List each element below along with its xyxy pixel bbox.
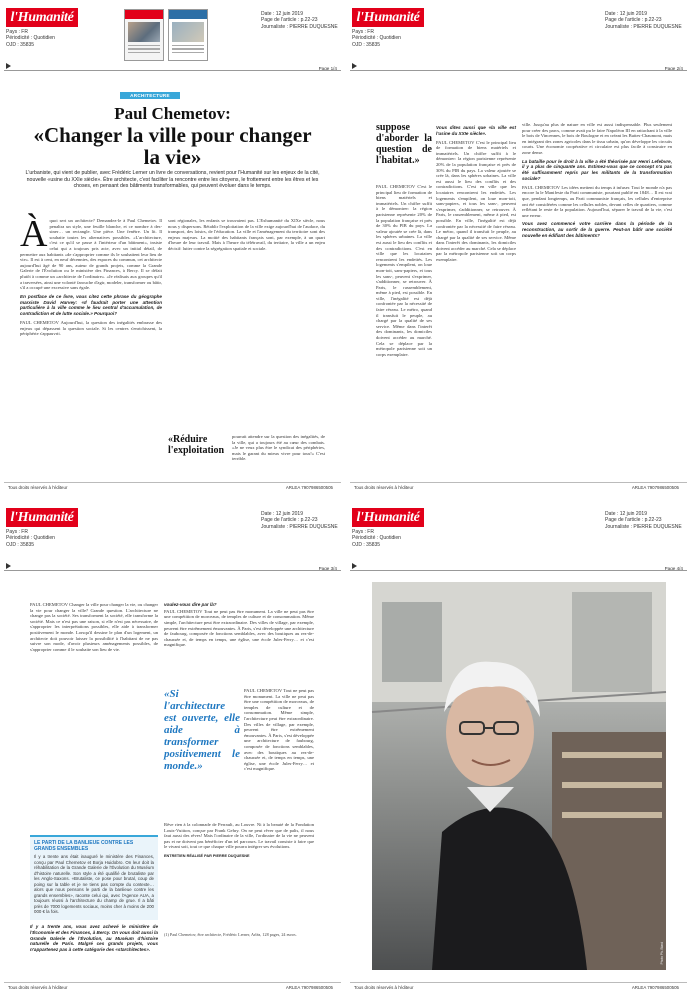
meta-right	[261, 511, 338, 530]
page-4	[350, 504, 687, 996]
meta-page: Page de l'article : p.22-23	[261, 517, 318, 524]
meta-periodicite: Périodicité : Quotidien	[352, 35, 401, 42]
footnote-text: (1) Paul Chemetov, être architecte, Frédéric Lerner, Arléa, 128 pages, 24 euros.	[164, 932, 297, 937]
pullquote: «Réduire l'exploitation	[168, 434, 225, 456]
headline-line2: «Changer la ville pour changer la vie»	[33, 123, 312, 169]
arrow-icon	[6, 63, 11, 69]
column-3	[232, 434, 325, 474]
signature: ENTRETIEN RÉALISÉ PAR PIERRE DUQUESNE	[164, 853, 250, 858]
page-2	[350, 4, 687, 496]
page-count: Page 4/4	[664, 566, 683, 571]
masthead-logo: l'Humanité	[352, 508, 424, 527]
footer-rights: Tous droits réservés à l'éditeur	[354, 985, 414, 990]
meta-journaliste: Journaliste : PIERRE DUQUESNE	[261, 23, 338, 30]
body-text: Rêve rien à la colonnade de Perrault, au Louvre. Ni à la beauté de la Fondation Louis-Vuitton, conçue par Frank Gehry. On ne peut rêver que de palis, il nous faut aussi des rêves! Mais l'ordinaire de la ville, l'ordinaire de la vie ne peuvent pas et ne doivent pas bénéficier d'un tel parcours. Le travail consiste à faire que le vivant soit, tout ce que chaque ville pourra intégrer ses évolutions.	[164, 822, 314, 850]
sidebar-box-text: Il y a trente ans était inauguré le ministère des Finances, conçu par Paul Chemetov et Borja Huidobro. On leur doit la réhabilitation de la Grande Galerie de l'Évolution du Muséum d'histoire naturelle. Son style a été qualifié de brutaliste par les Anglo-Saxons. «Brutaliste, ce pose pour brutal, coup de poing sur la table et je ne tiens pas compte du contexte… alors que nous pensons le parti de la banlieue contre les grands ensembles», raconte celui qui, avec l'Agence AUA, a toujours réussi à l'architecture du champ de grue. Il a bâti près de 7000 logements sociaux, moins cher à moins de 200 000 € la fois.	[34, 854, 154, 914]
page-count: Page 1/4	[318, 66, 337, 71]
dropcap: À	[20, 213, 48, 255]
meta-left	[6, 529, 55, 548]
body-text: ville. Jusqu'au plus de nature en ville est aussi indispensable. Plus seulement pour créer des parcs, comme avait pu le faire Napoléon III en rattachant à la ville le bois de Vincennes, le bois de Boulogne et en créant les Buttes-Chaumont, mais en intégrant des zones agricoles dans le tissu urbain, qu'on développe les circuits courts. Une économie coopérative et circulaire est plus facile à construire en zone dense.	[522, 122, 672, 155]
meta-journaliste: Journaliste : PIERRE DUQUESNE	[605, 23, 682, 30]
meta-periodicite: Périodicité : Quotidien	[6, 535, 55, 542]
footer-rights: Tous droits réservés à l'éditeur	[354, 485, 414, 490]
sidebar-box-title: LE PARTI DE LA BANLIEUE CONTRE LES GRANDS ENSEMBLES	[34, 840, 134, 852]
meta-date: Date : 12 juin 2019	[261, 11, 303, 17]
footer-code: ARLEA 7907986500505	[631, 985, 679, 990]
meta-date: Date : 12 juin 2019	[605, 11, 647, 17]
masthead-logo: l'Humanité	[6, 8, 78, 27]
footer-rights: Tous droits réservés à l'éditeur	[8, 485, 68, 490]
body-text: PAUL CHEMETOV Tout ne peut pas être monument. La ville ne peut pas être une compétition de morceaux, de temples de culture et de consommation. Même simple, l'architecture peut être extraordinaire. Des villes de village, par exemple, peuvent être extrêmement émouvantes. À Paris, s'est développée une architecture de faubourg, composée de fonctions semblables, avec des boutiques au rez-de-chaussée et, de temps en temps, une église, une école Jules-Ferry… et c'est magnifique.	[244, 688, 314, 772]
pullquote: suppose d'aborder la question de l'habitat.»	[376, 122, 432, 166]
headline-line1: Paul Chemetov:	[114, 104, 231, 123]
column-2	[164, 602, 314, 684]
meta-left	[352, 29, 401, 48]
meta-page: Page de l'article : p.22-23	[605, 517, 662, 524]
meta-ojd: OJD : 35835	[6, 41, 35, 48]
meta-right	[261, 11, 338, 30]
column-3	[164, 822, 314, 928]
meta-pays: Pays : FR	[352, 529, 374, 535]
meta-right	[605, 11, 682, 30]
meta-ojd: OJD : 35835	[6, 541, 35, 548]
divider	[4, 570, 341, 571]
question: Il y a trente ans, vous avez achevé le ministère de l'Économie et des Finances, à Bercy. On vous doit aussi la Grande Galerie de l'Évolution, au Muséum d'histoire naturelle de Paris. Malgré ces grands projets, vous n'appartenez pas à cette catégorie des «starchitectes».	[30, 924, 158, 953]
footer-code: ARLEA 7907986500505	[631, 485, 679, 490]
divider	[350, 982, 687, 983]
portrait-illustration	[372, 582, 666, 970]
question: Vous avez commencé votre carrière dans la période de la reconstruction, au sortir de la guerre. Peut-on bâtir une société nouvelle en édifiant des bâtiments?	[522, 221, 672, 238]
body-text: sont régionales, les enfants se trouvaient pas. L'Exhumanité du XIXe siècle, nous nous y dispersons. Rétablir l'exploitation de la ville exige aujourd'hui de l'audace, du transport, des loisirs, de l'éducation. La ville et l'aménagement du territoire sont des enjeux majeurs. La moitié des habitants français sont, par exemple, à un quart d'heure de leur travail. Mais à l'heure du télétravail, du tertiaire, la ville a un enjeu décisif: lutter contre la ségrégation spatiale et sociale.	[168, 218, 325, 251]
body-text: PAUL CHEMETOV Tout ne peut pas être monument. La ville ne peut pas être une compétition de morceaux, de temples de culture et de consommation. Même simple, l'architecture peut être extraordinaire. Des villes de village, par exemple, peuvent être extrêmement émouvantes. À Paris, s'est développée une architecture de faubourg, composée de fonctions semblables, avec des boutiques au rez-de-chaussée et, de temps en temps, une église, une école Jules-Ferry… et c'est magnifique.	[164, 608, 314, 648]
meta-pays: Pays : FR	[352, 29, 374, 35]
arrow-icon	[352, 63, 357, 69]
arrow-icon	[352, 563, 357, 569]
body-text: quoi sert un architecte? Demandez-le à Paul Chemetov. Il penaltra un style, une feuille blanche, et ce nombre à des-siner… un rectangle. Une pièce. Une fenêtre. Un lit. Il souhaite toutes les alternatives possibles. «L'architecture, c'est ce qu'il se passe à l'intérieur d'un bâtiment», insiste celui qui a toujours pris acte, avec un initial détail, de permettre aux habitants «de s'approprier comme ils le souhaitent leur lieu de vie». Il est à cent, en neuf décennies, des espaces du commun, cet architecte aujourd'hui âgé de 90 ans, auteur de grands projets, comme la Grande Galerie de l'Évolution ou le ministère des Finances, à Bercy. Il se défait plutôt à comme un «architecte de l'ordinaire». «Je réalisais aux groupes qu'il a traversées, ainsi une volonté farouche d'agir, modeler, transformer ou bâtir, s'il a occupé une excessive sans égale.	[20, 218, 162, 291]
thumbnail-inside-page	[168, 9, 208, 61]
meta-pays: Pays : FR	[6, 529, 28, 535]
meta-pays: Pays : FR	[6, 29, 28, 35]
pullquote: «Si l'architecture est ouverte, elle aide à transformer positivement le monde.»	[164, 688, 240, 772]
footer-rights: Tous droits réservés à l'éditeur	[8, 985, 68, 990]
photo-credit: Photo Ph. Biard	[660, 941, 664, 964]
column-0	[376, 184, 432, 474]
body-text: pourrait attendre sur la question des inégalités, de la ville, qui a toujours été au cœur des combats. «Je ne veux plus être le syndicat des périphéries, mais le garant du mieux vivre pour tous!» C'est terrible.	[232, 434, 325, 462]
arrow-icon	[6, 563, 11, 569]
meta-page: Page de l'article : p.22-23	[605, 17, 662, 24]
footnote	[164, 932, 314, 952]
meta-periodicite: Périodicité : Quotidien	[6, 35, 55, 42]
page-3	[4, 504, 341, 996]
rubric-badge: ARCHITECTURE	[120, 92, 180, 99]
meta-left	[352, 529, 401, 548]
meta-journaliste: Journaliste : PIERRE DUQUESNE	[261, 523, 338, 530]
portrait-photo	[372, 582, 666, 970]
question: Vous dites aussi que «la ville est l'usine du XXIe siècle».	[436, 125, 516, 136]
masthead-logo: l'Humanité	[6, 508, 78, 527]
question: La bataille pour le droit à la ville a été théorisée par Henri Lefebvre, il y a plus de cinquante ans. Estimez-vous que ce concept n'a pas été suffisamment repris par les militants de la transformation sociale?	[522, 158, 672, 181]
column-1	[30, 602, 158, 832]
meta-ojd: OJD : 35835	[352, 41, 381, 48]
column-2	[522, 122, 672, 474]
pullquote-box	[376, 122, 432, 182]
meta-journaliste: Journaliste : PIERRE DUQUESNE	[605, 523, 682, 530]
meta-ojd: OJD : 35835	[352, 541, 381, 548]
body-text: PAUL CHEMETOV Changer la ville pour changer la vie, ou changer la vie pour changer la ville? Grande question. L'architecture ne change pas la société. Ses transforment la société, elle transforme la société. Mais ce n'est pas une raison, si elle n'est pas nécessaire, de s'approprier les interprétations possibles, elle aide à transformer positivement le monde. Lorsqu'il dessine le plan d'un logement, un architecte doit pouvoir laisser la possibilité à l'habitant de ne pas suivre son mode, d'avoir plusieurs aménagements possibles, de s'approprier comme il le souhaite son lieu de vie.	[30, 602, 158, 652]
pullquote-box	[168, 434, 228, 474]
divider	[4, 482, 341, 483]
question: voulez-vous dire par là?	[164, 602, 217, 607]
sidebar-box	[30, 835, 158, 920]
page-count: Page 3/4	[318, 566, 337, 571]
divider	[350, 70, 687, 71]
divider	[350, 482, 687, 483]
column-1	[20, 213, 162, 473]
meta-date: Date : 12 juin 2019	[261, 511, 303, 517]
standfirst: L'urbaniste, qui vient de publier, avec Frédéric Lerner un livre de conversations, revient pour l'Humanité sur les enjeux de la cité, nouvelle «usine du XXIe siècle». Être architecte, c'est faciliter la rencontre entre les citoyens, le frottement entre les êtres et les choses, en pensant des bâtiments transformables, qui peuvent évoluer dans le temps.	[25, 170, 320, 190]
divider	[4, 70, 341, 71]
footer-code: ARLEA 7907986500505	[285, 985, 333, 990]
page-1	[4, 4, 341, 496]
answer: PAUL CHEMETOV Aujourd'hui, la question des inégalités embrasse des enjeux qui dépassent la question sociale. Si les centres s'enrichissent, la périphérie s'appauvrit.	[20, 319, 162, 337]
meta-periodicite: Périodicité : Quotidien	[352, 535, 401, 542]
masthead-logo: l'Humanité	[352, 8, 424, 27]
body-text: PAUL CHEMETOV C'est le principal lieu de formation de biens matériels et immatériels. Un chiffre suffit à le démontrer: la région parisienne représente 20% de la population française et près de 30% du PIB du pays. La valeur ajoutée se crée là, dans les sphères urbaines. La ville est aussi le lieu des conflits et des contradictions. C'est en ville que les locataires rencontrent les endettés. Les logements s'empilent, on loue mon-toit, sans-papiers, et tous les sans-, peuvent s'exprimer, s'additionner, se retrouver. À Paris, le rassemblement, même à pied, est possible. En ville, l'inégalité est déjà confrontée par la nécessité de faire réseau. Le métro, quand il transfuit le peuple, au chargé par la qualité de ses service. Même dans l'interêt des dominants, les domiciles doivent accéder au marché. Cela se déplace par la métropole parisienne soit un corps exemplaire.	[436, 139, 516, 263]
divider	[350, 570, 687, 571]
column-1b	[30, 924, 158, 976]
pullquote-box	[164, 688, 240, 772]
column-1	[436, 122, 516, 474]
meta-left	[6, 29, 55, 48]
meta-page: Page de l'article : p.22-23	[261, 17, 318, 24]
question: En postface de ce livre, vous citez cette phrase du géographe marxiste David Harvey: «Il faudrait porter une attention particulière à la ville comme le lieu central d'accumulation, de contradiction et de lutte sociale.» Pourquoi?	[20, 293, 162, 317]
meta-right	[605, 511, 682, 530]
body-text: PAUL CHEMETOV Les idées mettent du temps à infuser. Tout le monde n'a pas encore lu le Manifeste du Parti communiste, pourtant publié en 1848… Il est vrai que, pendant longtemps, au Parti communiste français, les cellules d'entreprise ont été considérées comme les cellules nobles, devant celles de quartiers, comme reflétant le reste de la population. Aujourd'hui, séparer le travail de la vie, c'est une erreur.	[522, 184, 672, 218]
column-3a	[244, 688, 314, 818]
page-count: Page 2/4	[664, 66, 683, 71]
divider	[4, 982, 341, 983]
meta-date: Date : 12 juin 2019	[605, 511, 647, 517]
body-text: PAUL CHEMETOV C'est le principal lieu de formation de biens matériels et immatériels. Un chiffre suffit à le démontrer: la région parisienne représente 20% de la population française et près de 30% du PIB du pays. La valeur ajoutée se crée là, dans les sphères urbaines. La ville est aussi le lieu des conflits et des contradictions. C'est en ville que les locataires rencontrent les endettés. Les logements s'empilent, on loue mon-toit, sans-papiers, et tous les sans-, peuvent s'exprimer, s'additionner, se retrouver. À Paris, le rassemblement, même à pied, est possible. En ville, l'inégalité est déjà confrontée par la nécessité de faire réseau. Le métro, quand il transfuit le peuple, au chargé par la qualité de ses service. Même dans l'interêt des dominants, les domiciles doivent accéder au marché. Cela se déplace par la métropole parisienne soit un corps exemplaire.	[376, 184, 432, 357]
column-2	[168, 218, 325, 430]
thumbnail-front-page	[124, 9, 164, 61]
footer-code: ARLEA 7907986500505	[285, 485, 333, 490]
